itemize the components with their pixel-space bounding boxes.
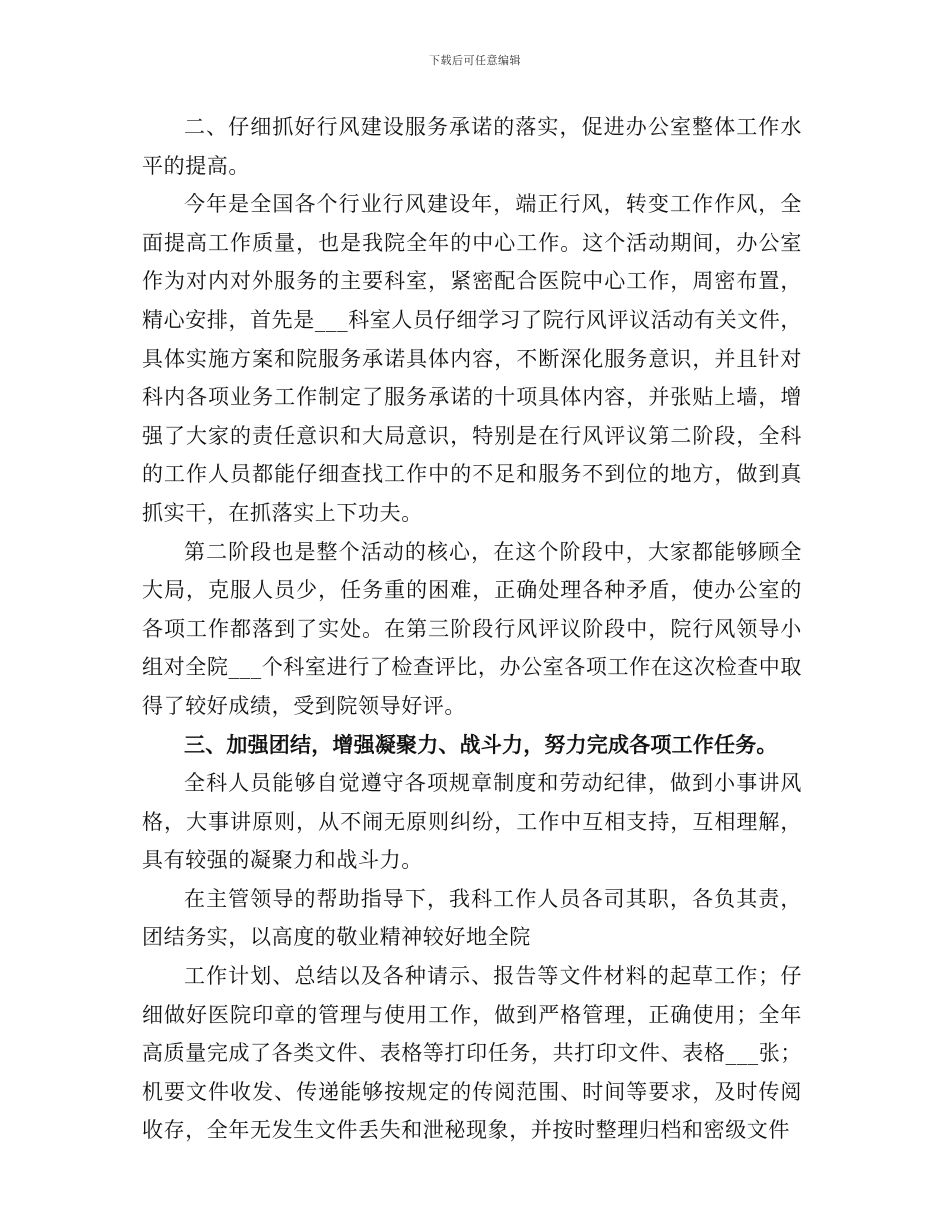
- body-paragraph: 今年是全国各个行业行风建设年，端正行风，转变工作作风，全面提高工作质量，也是我院全年的中心工作。这个活动期间，办公室作为对内对外服务的主要科室，紧密配合医院中心工作，周密布置，精心安排，首先是___科室人员仔细学习了院行风评议活动有关文件，具体实施方案和院服务承诺具体内容，不断深化服务意识，并且针对科内各项业务工作制定了服务承诺的十项具体内容，并张贴上墙，增强了大家的责任意识和大局意识，特别是在行风评议第二阶段，全科的工作人员都能仔细查找工作中的不足和服务不到位的地方，做到真抓实干，在抓落实上下功夫。: [142, 192, 802, 525]
- body-paragraph: 工作计划、总结以及各种请示、报告等文件材料的起草工作；仔细做好医院印章的管理与使用工作，做到严格管理，正确使用；全年高质量完成了各类文件、表格等打印任务，共打印文件、表格___张；机要文件收发、传递能够按规定的传阅范围、时间等要求，及时传阅收存，全年无发生文件丢失和泄秘现象，并按时整理归档和密级文件: [142, 964, 802, 1143]
- body-paragraph: 第二阶段也是整个活动的核心，在这个阶段中，大家都能够顾全大局，克服人员少，任务重的困难，正确处理各种矛盾，使办公室的各项工作都落到了实处。在第三阶段行风评议阶段中，院行风领导小组对全院___个科室进行了检查评比，办公室各项工作在这次检查中取得了较好成绩，受到院领导好评。: [142, 539, 802, 718]
- body-paragraph: 全科人员能够自觉遵守各项规章制度和劳动纪律，做到小事讲风格，大事讲原则，从不闹无原则纠纷，工作中互相支持，互相理解，具有较强的凝聚力和战斗力。: [142, 771, 802, 873]
- body-paragraph: 在主管领导的帮助指导下，我科工作人员各司其职，各负其责，团结务实，以高度的敬业精神较好地全院: [142, 886, 802, 950]
- section-three-heading: 三、加强团结，增强凝聚力、战斗力，努力完成各项工作任务。: [184, 732, 778, 757]
- page-header: 下载后可任意编辑: [429, 54, 521, 67]
- document-body: [142, 108, 802, 1150]
- section-two-heading-paragraph: 二、仔细抓好行风建设服务承诺的落实，促进办公室整体工作水平的提高。: [142, 115, 802, 178]
